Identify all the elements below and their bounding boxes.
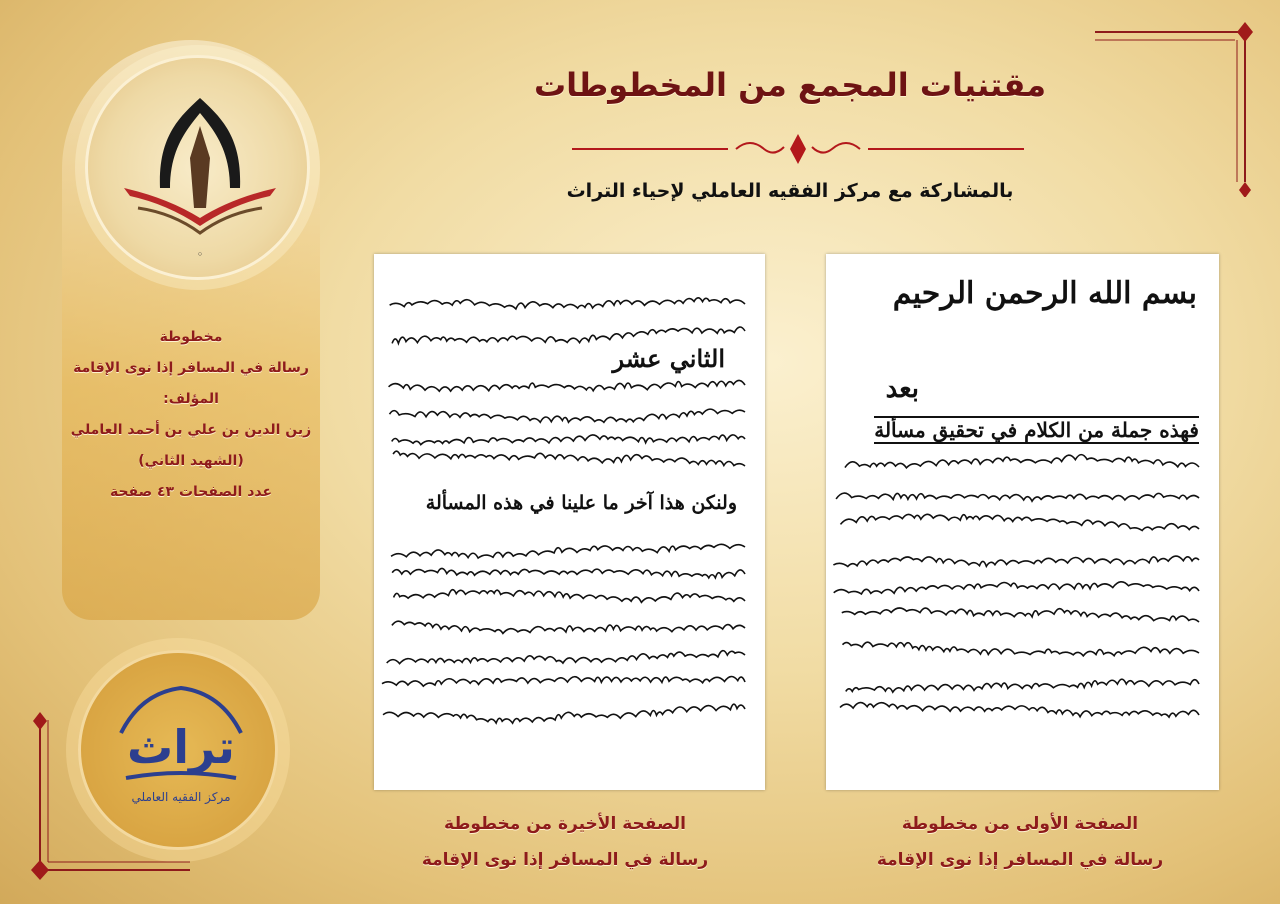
svg-text:تراث: تراث — [127, 720, 235, 774]
caption-line: رسالة في المسافر إذا نوى الإقامة — [421, 850, 709, 870]
handwriting-line — [393, 451, 745, 466]
svg-text:◦: ◦ — [196, 248, 204, 261]
handwriting-line — [834, 582, 1199, 594]
handwriting-line — [842, 642, 1199, 656]
ms-heading: فهذه جملة من الكلام في تحقيق مسألة — [874, 418, 1199, 442]
handwriting-line — [845, 455, 1199, 468]
ms-heading: بسم الله الرحمن الرحيم — [892, 276, 1197, 311]
divider-ornament — [568, 132, 1028, 166]
handwriting-line — [383, 704, 745, 723]
page-subtitle: بالمشاركة مع مركز الفقيه العاملي لإحياء التراث — [566, 180, 1014, 202]
corner-ornament-top-right — [1085, 12, 1270, 197]
info-author-title: (الشهيد الثاني) — [138, 453, 244, 469]
handwriting-line — [382, 677, 745, 687]
handwriting-line — [840, 703, 1199, 718]
info-author: زين الدين بن علي بن أحمد العاملي — [70, 422, 312, 438]
page-title: مقتنيات المجمع من المخطوطات — [533, 66, 1047, 104]
handwriting-line — [833, 556, 1199, 566]
caption-line: الصفحة الأخيرة من مخطوطة — [444, 814, 686, 834]
ms-heading: بعد — [885, 374, 919, 404]
handwriting-line — [392, 568, 745, 577]
handwriting-line — [392, 621, 745, 633]
academy-logo — [85, 55, 310, 280]
info-author-label: المؤلف: — [163, 391, 219, 407]
handwriting-line — [840, 514, 1199, 530]
info-name: رسالة في المسافر إذا نوى الإقامة — [73, 360, 309, 376]
handwriting-line — [392, 435, 745, 445]
caption-line: رسالة في المسافر إذا نوى الإقامة — [876, 850, 1164, 870]
svg-text:مركز الفقيه العاملي: مركز الفقيه العاملي — [131, 790, 231, 804]
handwriting-line — [390, 298, 745, 309]
corner-ornament-bottom-left — [20, 710, 195, 890]
handwriting-line — [387, 651, 745, 664]
caption-line: الصفحة الأولى من مخطوطة — [901, 814, 1139, 834]
handwriting-line — [836, 493, 1199, 501]
handwriting-line — [389, 380, 745, 391]
handwriting-line — [394, 590, 745, 603]
ms-heading: ولنكن هذا آخر ما علينا في هذه المسألة — [425, 492, 737, 514]
manuscript-info — [62, 322, 320, 508]
handwriting-line — [842, 608, 1199, 622]
handwriting-line — [389, 409, 745, 422]
manuscript-first-page — [826, 254, 1219, 790]
handwriting-line — [391, 544, 745, 558]
info-label: مخطوطة — [159, 329, 223, 345]
manuscript-last-page — [374, 254, 765, 790]
info-pages: عدد الصفحات ٤٣ صفحة — [109, 484, 273, 500]
handwriting-line — [392, 327, 745, 343]
caption-last-page — [395, 806, 735, 878]
handwriting-line — [846, 679, 1199, 692]
caption-first-page — [850, 806, 1190, 878]
ms-heading: الثاني عشر — [612, 344, 725, 373]
